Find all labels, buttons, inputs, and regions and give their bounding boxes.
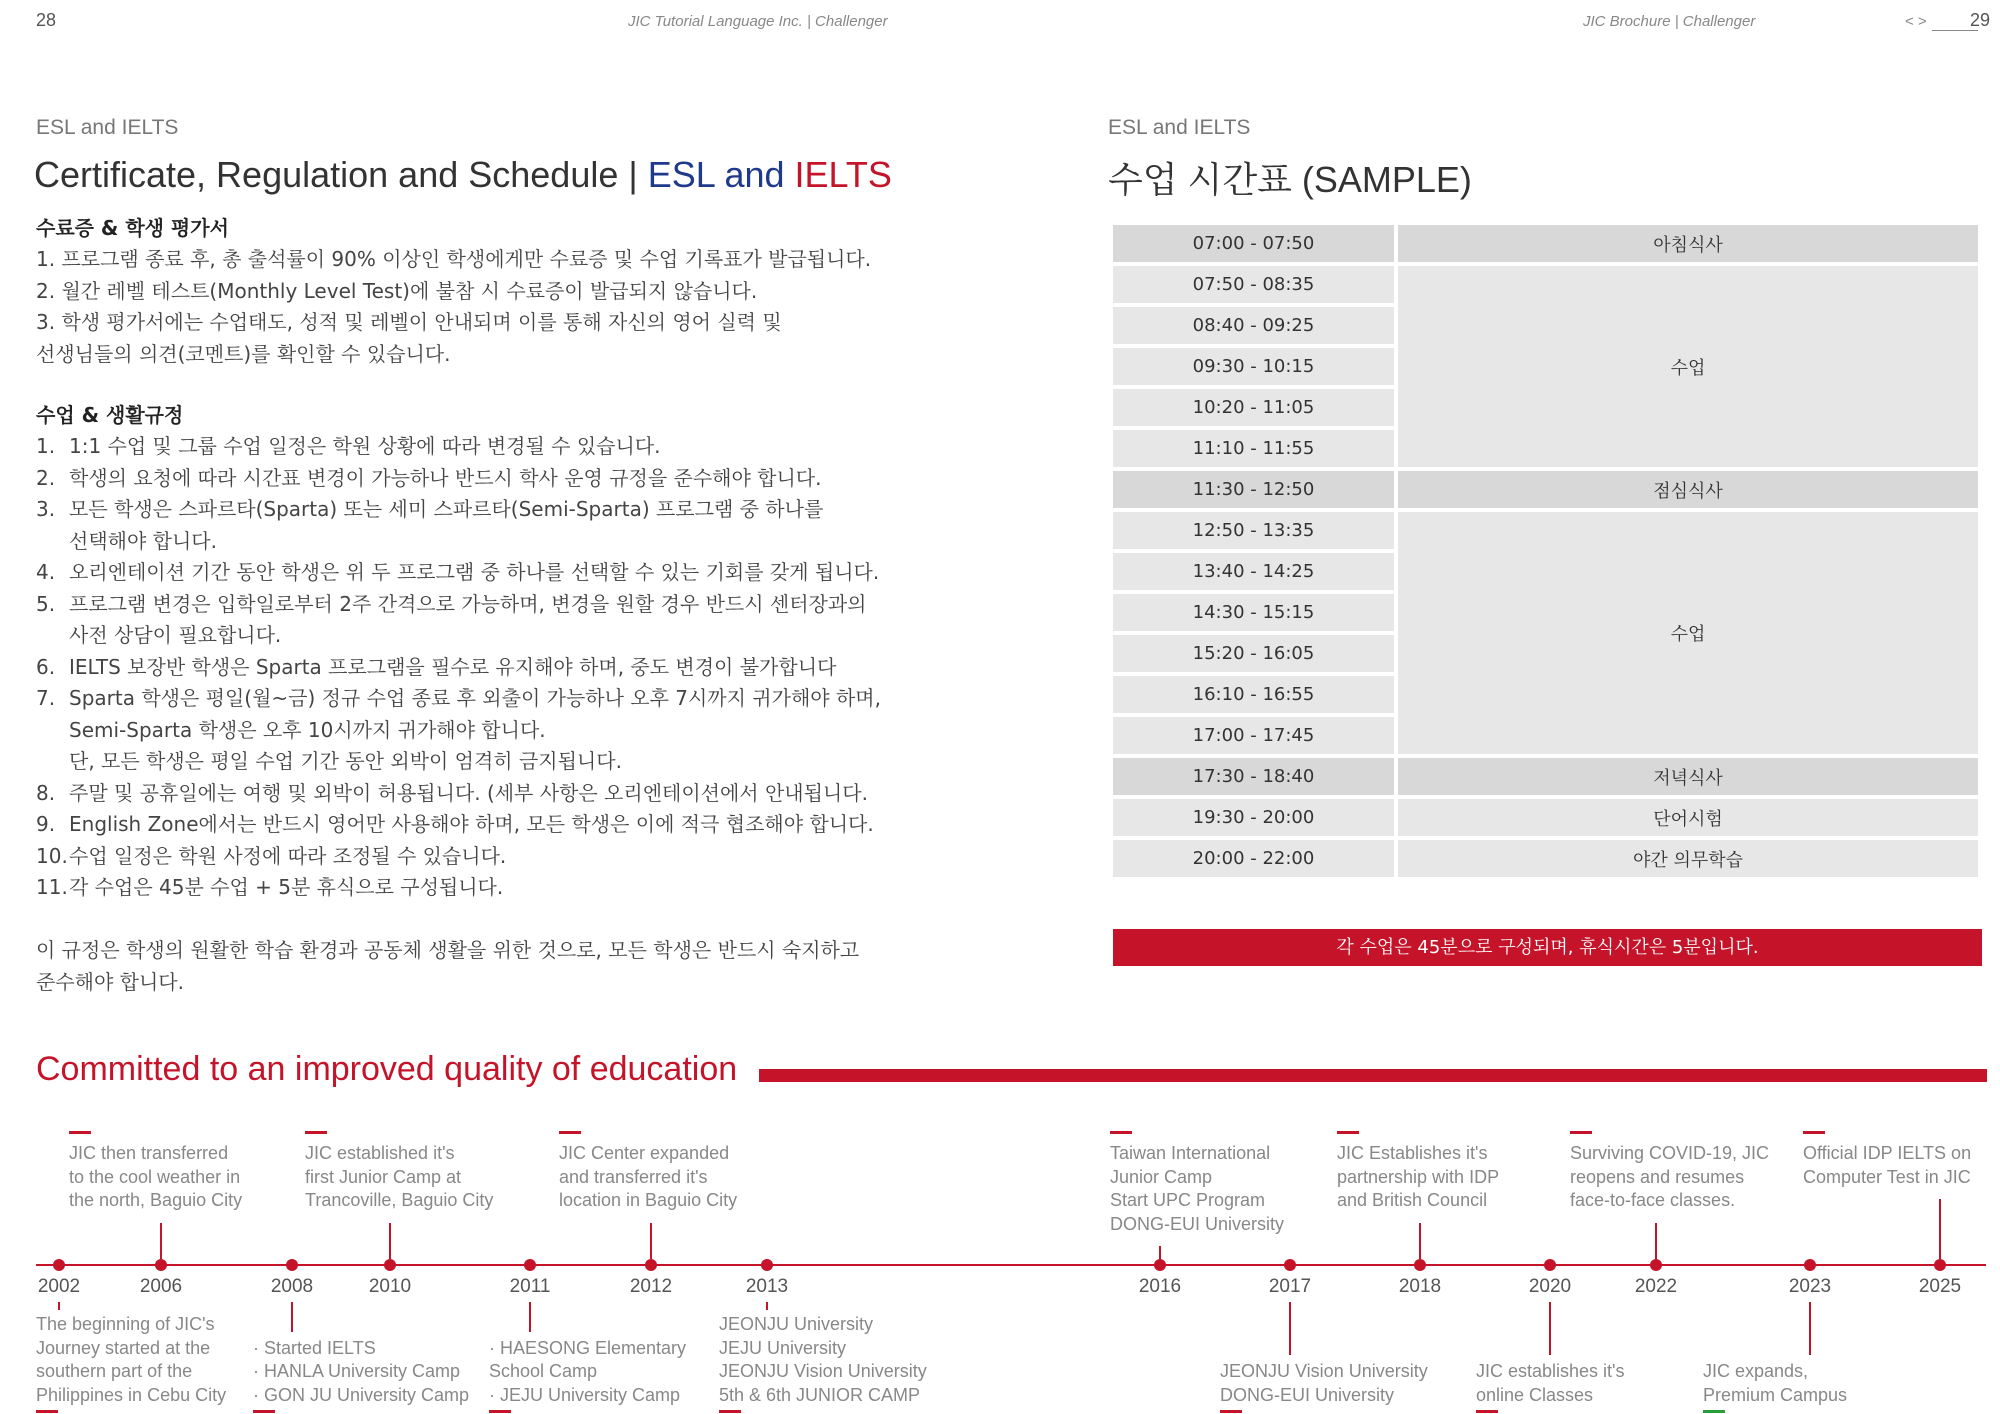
certificate-line: 2. 월간 레벨 테스트(Monthly Level Test)에 불참 시 수료증이 발급되지 않습니다. (36, 278, 758, 303)
timeline-event-text: DONG-EUI University (1220, 1384, 1395, 1405)
rule-text: 오리엔테이션 기간 동안 학생은 위 두 프로그램 중 하나를 선택할 수 있는 기회를 갖게 됩니다. (69, 560, 880, 584)
timeline-marker (489, 1410, 511, 1413)
rule-number: 2. (36, 465, 56, 490)
schedule-time: 08:40 - 09:25 (1113, 307, 1394, 344)
timeline-event-text: reopens and resumes (1570, 1166, 1745, 1187)
timeline-event-text: JIC established it's (305, 1143, 455, 1163)
timeline-event-text: JIC establishes it's (1476, 1361, 1625, 1381)
timeline-axis (36, 1264, 1986, 1266)
timeline-event-text: Taiwan International (1110, 1143, 1271, 1163)
timeline-marker (305, 1131, 327, 1134)
timeline-event-text: · Started IELTS (253, 1337, 376, 1358)
timeline-heading: Committed to an improved quality of education (36, 1050, 738, 1088)
timeline-connector (766, 1302, 768, 1310)
schedule-activity: 단어시험 (1398, 799, 1978, 836)
timeline-dot (524, 1259, 536, 1271)
left-page-number: 28 (36, 10, 57, 30)
timeline-event-text: · HAESONG Elementary (489, 1337, 687, 1358)
schedule-time: 07:50 - 08:35 (1113, 266, 1394, 303)
certificate-heading: 수료증 & 학생 평가서 (36, 216, 229, 240)
closing-line: 이 규정은 학생의 원활한 학습 환경과 공동체 생활을 위한 것으로, 모든 학생은 반드시 숙지하고 (36, 938, 860, 962)
schedule-time: 14:30 - 15:15 (1113, 594, 1394, 631)
timeline-event-text: Computer Test in JIC (1803, 1166, 1971, 1187)
right-page-number: 29 (1970, 10, 1991, 30)
timeline-year: 2002 (37, 1276, 81, 1297)
title-esl: ESL and (647, 154, 795, 195)
rule-text: 사전 상담이 필요합니다. (69, 623, 282, 647)
schedule-activity: 아침식사 (1398, 225, 1978, 262)
timeline-event-text: The beginning of JIC's (36, 1314, 215, 1334)
rule-text: 각 수업은 45분 수업 + 5분 휴식으로 구성됩니다. (69, 875, 504, 899)
rule-text: 학생의 요청에 따라 시간표 변경이 가능하나 반드시 학사 운영 규정을 준수해야 합니다. (69, 465, 822, 490)
timeline-connector (160, 1223, 162, 1260)
timeline-event-text: online Classes (1476, 1384, 1594, 1405)
timeline-marker (559, 1131, 581, 1134)
timeline-event-text: JIC then transferred (69, 1143, 229, 1163)
timeline-event-text: face-to-face classes. (1570, 1190, 1736, 1210)
timeline-year: 2011 (509, 1276, 551, 1297)
schedule-time: 20:00 - 22:00 (1113, 840, 1394, 877)
certificate-line: 선생님들의 의견(코멘트)를 확인할 수 있습니다. (36, 341, 451, 366)
left-kicker: ESL and IELTS (36, 116, 179, 139)
timeline-event-text: Official IDP IELTS on (1803, 1143, 1972, 1163)
timeline-connector (529, 1302, 531, 1332)
timeline-event-text: Start UPC Program (1110, 1190, 1266, 1210)
timeline-connector (650, 1223, 652, 1260)
timeline-year: 2023 (1788, 1276, 1832, 1297)
timeline-connector (58, 1302, 60, 1310)
timeline-year: 2016 (1138, 1276, 1182, 1297)
certificate-line: 1. 프로그램 종료 후, 총 출석률이 90% 이상인 학생에게만 수료증 및 수업 기록표가 발급됩니다. (36, 247, 872, 271)
timeline-event-text: JIC Center expanded (559, 1143, 730, 1163)
schedule-note-banner: 각 수업은 45분으로 구성되며, 휴식시간은 5분입니다. (1113, 929, 1982, 966)
timeline-connector (389, 1223, 391, 1260)
rule-number: 4. (36, 560, 56, 584)
timeline-event-text: · JEJU University Camp (489, 1384, 681, 1405)
timeline-event-text: the north, Baguio City (69, 1190, 243, 1210)
schedule-time: 07:00 - 07:50 (1113, 225, 1394, 262)
timeline-connector (1809, 1302, 1811, 1355)
timeline-dot (1804, 1259, 1816, 1271)
timeline-marker (1476, 1410, 1498, 1413)
timeline-event-text: Junior Camp (1110, 1166, 1213, 1187)
rule-text: IELTS 보장반 학생은 Sparta 프로그램을 필수로 유지해야 하며, 중도 변경이 불가합니다 (69, 654, 837, 679)
timeline-event-text: Premium Campus (1703, 1384, 1848, 1405)
timeline-event-text: southern part of the (36, 1361, 193, 1381)
schedule-activity: 저녁식사 (1398, 758, 1978, 795)
timeline-event-text: JEONJU University (719, 1314, 874, 1334)
right-running-head: JIC Brochure | Challenger (1583, 13, 1756, 30)
schedule-time: 17:30 - 18:40 (1113, 758, 1394, 795)
rule-text: 1:1 수업 및 그룹 수업 일정은 학원 상황에 따라 변경될 수 있습니다. (69, 434, 661, 458)
timeline-dot (286, 1259, 298, 1271)
timeline-event-text: and transferred it's (559, 1166, 708, 1187)
timeline-marker (719, 1410, 741, 1413)
timeline-dot (761, 1259, 773, 1271)
rule-number: 10. (36, 843, 68, 868)
timeline-year: 2020 (1528, 1276, 1572, 1297)
schedule-time: 17:00 - 17:45 (1113, 717, 1394, 754)
timeline-marker (1703, 1410, 1725, 1413)
timeline-connector (1549, 1302, 1551, 1355)
rule-text: 선택해야 합니다. (69, 528, 217, 553)
schedule-activity: 수업 (1398, 512, 1978, 754)
rule-number: 7. (36, 686, 56, 710)
rule-text: Sparta 학생은 평일(월~금) 정규 수업 종료 후 외출이 가능하나 오후 7시까지 귀가해야 하며, (69, 686, 881, 710)
timeline-year: 2013 (745, 1276, 789, 1297)
timeline-connector (1289, 1302, 1291, 1355)
schedule-time: 11:10 - 11:55 (1113, 430, 1394, 467)
timeline-marker (1220, 1410, 1242, 1413)
timeline-dot (53, 1259, 65, 1271)
schedule-time: 11:30 - 12:50 (1113, 471, 1394, 508)
left-running-head: JIC Tutorial Language Inc. | Challenger (628, 13, 888, 30)
timeline-marker (253, 1410, 275, 1413)
timeline-event-text: JIC expands, (1703, 1361, 1809, 1381)
timeline-event-text: Trancoville, Baguio City (305, 1190, 494, 1210)
timeline-dot (1154, 1259, 1166, 1271)
timeline-dot (384, 1259, 396, 1271)
schedule-time: 19:30 - 20:00 (1113, 799, 1394, 836)
timeline-event-text: 5th & 6th JUNIOR CAMP (719, 1384, 921, 1405)
timeline-marker (1110, 1131, 1132, 1134)
rule-text: Semi-Sparta 학생은 오후 10시까지 귀가해야 합니다. (69, 717, 546, 742)
rule-text: 주말 및 공휴일에는 여행 및 외박이 허용됩니다. (세부 사항은 오리엔테이션에서 안내됩니다. (69, 780, 868, 805)
timeline-event-text: and British Council (1337, 1190, 1488, 1210)
timeline-year: 2010 (368, 1276, 412, 1297)
timeline-event-text: location in Baguio City (559, 1190, 738, 1210)
timeline-marker (1803, 1131, 1825, 1134)
timeline-event-text: JEONJU Vision University (1220, 1361, 1428, 1381)
page-nav-arrows[interactable]: < > (1905, 13, 1927, 30)
rule-text: 프로그램 변경은 입학일로부터 2주 간격으로 가능하며, 변경을 원할 경우 반드시 센터장과의 (69, 591, 867, 616)
timeline-dot (1650, 1259, 1662, 1271)
timeline-marker (36, 1410, 58, 1413)
title-ielts: IELTS (794, 154, 892, 195)
title-main: Certificate, Regulation and Schedule | (34, 154, 648, 195)
schedule-time: 15:20 - 16:05 (1113, 635, 1394, 672)
timeline-year: 2022 (1634, 1276, 1678, 1297)
timeline-dot (1414, 1259, 1426, 1271)
timeline-event-text: first Junior Camp at (305, 1166, 462, 1187)
schedule-title: 수업 시간표 (SAMPLE) (1108, 159, 1472, 200)
certificate-line: 3. 학생 평가서에는 수업태도, 성적 및 레벨이 안내되며 이를 통해 자신의 영어 실력 및 (36, 310, 782, 334)
timeline-connector (291, 1302, 293, 1332)
timeline-event-text: Surviving COVID-19, JIC (1570, 1143, 1770, 1163)
timeline-dot (1284, 1259, 1296, 1271)
timeline-connector (1939, 1199, 1941, 1259)
schedule-time: 13:40 - 14:25 (1113, 553, 1394, 590)
timeline-event-text: to the cool weather in (69, 1166, 241, 1187)
timeline-year: 2008 (270, 1276, 314, 1297)
timeline-event-text: · HANLA University Camp (253, 1361, 461, 1381)
rule-text: 수업 일정은 학원 사정에 따라 조정될 수 있습니다. (69, 843, 507, 868)
closing-line: 준수해야 합니다. (36, 969, 184, 994)
timeline-year: 2025 (1918, 1276, 1962, 1297)
timeline-event-text: partnership with IDP (1337, 1166, 1500, 1187)
schedule-time: 10:20 - 11:05 (1113, 389, 1394, 426)
timeline-year: 2012 (629, 1276, 673, 1297)
schedule-activity: 야간 의무학습 (1398, 840, 1978, 877)
timeline-year: 2017 (1268, 1276, 1312, 1297)
timeline-event-text: Journey started at the (36, 1337, 211, 1358)
timeline-marker (69, 1131, 91, 1134)
timeline-dot (1544, 1259, 1556, 1271)
rule-text: 모든 학생은 스파르타(Sparta) 또는 세미 스파르타(Semi-Sparta) 프로그램 중 하나를 (69, 497, 824, 521)
timeline-event-text: · GON JU University Camp (253, 1384, 470, 1405)
rule-number: 8. (36, 780, 56, 805)
timeline-marker (1337, 1131, 1359, 1134)
schedule-time: 16:10 - 16:55 (1113, 676, 1394, 713)
schedule-time: 12:50 - 13:35 (1113, 512, 1394, 549)
timeline-dot (1934, 1259, 1946, 1271)
timeline-connector (1655, 1223, 1657, 1260)
schedule-activity: 수업 (1398, 266, 1978, 467)
right-kicker: ESL and IELTS (1108, 116, 1251, 139)
timeline-marker (1570, 1131, 1592, 1134)
schedule-time: 09:30 - 10:15 (1113, 348, 1394, 385)
timeline-year: 2006 (139, 1276, 183, 1297)
schedule-activity: 점심식사 (1398, 471, 1978, 508)
timeline-connector (1419, 1223, 1421, 1260)
timeline-event-text: JIC Establishes it's (1337, 1143, 1488, 1163)
timeline-year: 2018 (1398, 1276, 1442, 1297)
rule-number: 1. (36, 434, 56, 458)
timeline-dot (645, 1259, 657, 1271)
rule-text: English Zone에서는 반드시 영어만 사용해야 하며, 모든 학생은 이에 적극 협조해야 합니다. (69, 812, 874, 836)
timeline-connector (1159, 1246, 1161, 1259)
timeline-event-text: Philippines in Cebu City (36, 1384, 227, 1405)
timeline-event-text: JEONJU Vision University (719, 1361, 927, 1381)
timeline-dot (155, 1259, 167, 1271)
timeline-event-text: DONG-EUI University (1110, 1213, 1285, 1234)
rule-text: 단, 모든 학생은 평일 수업 기간 동안 외박이 엄격히 금지됩니다. (69, 749, 622, 773)
rule-number: 11. (36, 875, 68, 899)
rules-heading: 수업 & 생활규정 (36, 403, 184, 427)
rule-number: 5. (36, 591, 56, 616)
timeline-event-text: JEJU University (719, 1337, 847, 1358)
rule-number: 9. (36, 812, 56, 836)
rule-number: 3. (36, 497, 56, 521)
rule-number: 6. (36, 654, 56, 679)
timeline-event-text: School Camp (489, 1361, 598, 1381)
